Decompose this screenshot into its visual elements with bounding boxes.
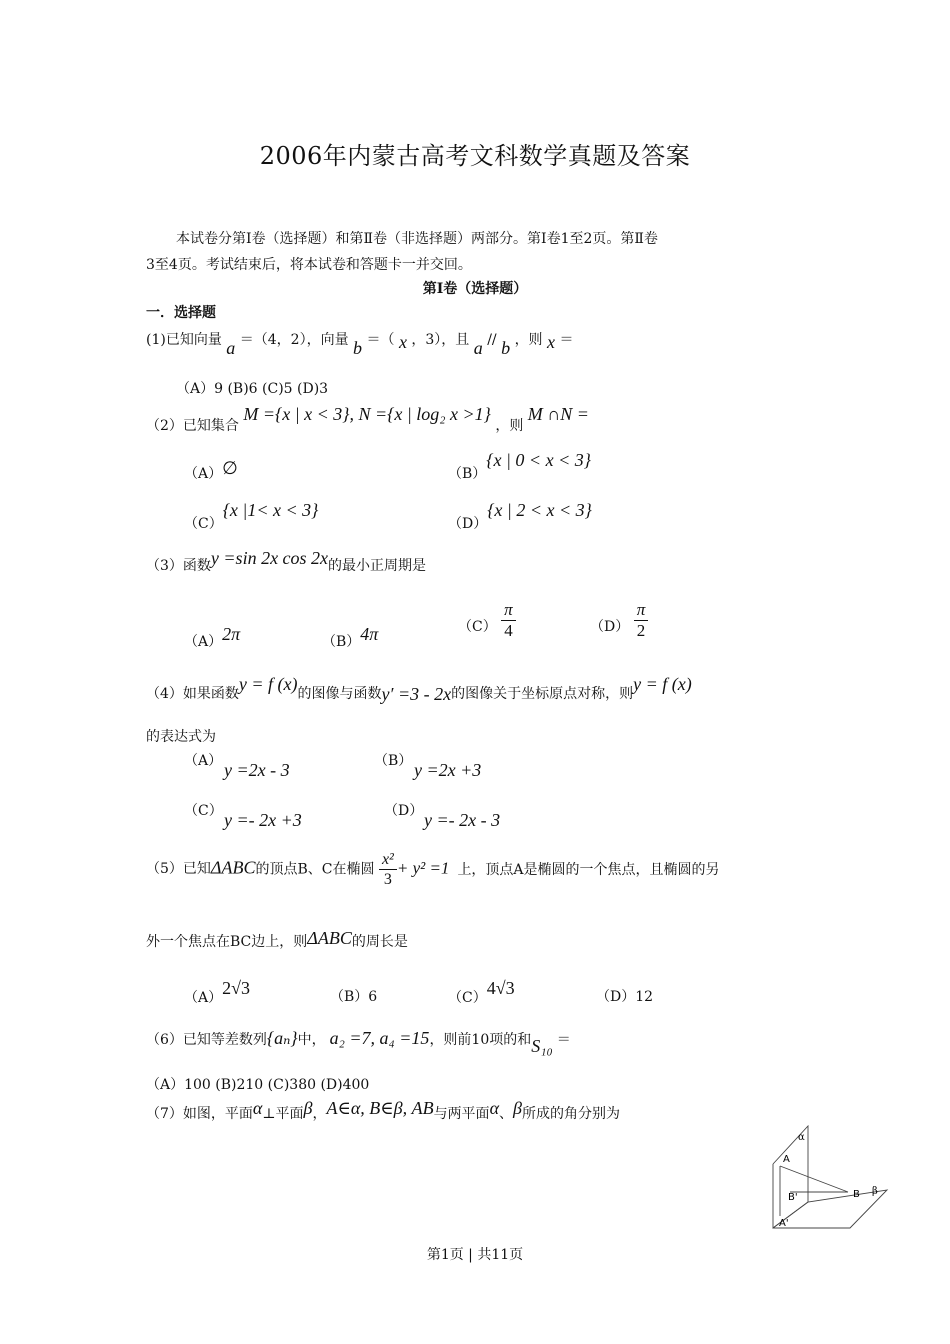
q4-option-a: y =2x - 3 [224,760,290,780]
q3-opt-b-value: 4π [360,624,379,644]
q4-option-d: y =- 2x - 3 [424,810,501,830]
q2-option-b [448,450,591,482]
q4-prefix: （4）如果函数 [146,686,239,702]
q3-func: y =sin 2x cos 2x [210,548,329,568]
q2-expr: M ∩N = [527,404,589,424]
q7-beta: β [303,1098,313,1118]
q4-mid1: 的图像与函数 [297,686,382,702]
vector-b: b [353,338,363,358]
q3-suffix: 的最小正周期是 [328,558,427,574]
var-x: x [398,332,407,352]
q5-prefix: （5）已知 [146,860,211,877]
q6-mid: 中， [297,1032,326,1048]
q6-prefix: （6）已知等差数列 [146,1032,267,1048]
q1-part4: ，则 [514,332,543,348]
q2-option-a [184,458,238,483]
q4-option-c-label: （C） [184,803,223,819]
q7-suffix: 与两平面 [433,1106,490,1122]
question-1 [146,328,574,358]
q2-opt-d-value: {x | 2 < x < 3} [487,500,592,520]
q3-opt-a-value: 2π [222,624,241,644]
q2-mid: ，则 [495,418,524,434]
vector-b-2: b [501,338,511,358]
q6-end: ＝ [556,1032,571,1048]
vector-a: a [226,338,236,358]
q3-opt-c-num: π [501,600,516,621]
q3-opt-c-label: （C） [458,618,497,635]
planes-figure [770,1120,890,1232]
page-footer: 第1页 | 共11页 [426,1247,524,1263]
q5-opt-a-value: 2√3 [222,978,251,998]
q5-line2 [146,928,408,949]
var-x-2: x [547,332,556,352]
q3-option-c [458,600,516,642]
q6-sequence: {aₙ} [266,1028,298,1048]
label-b: B [853,1189,860,1200]
q7-beta-2: β [513,1098,522,1118]
q7-perp: ⊥平面 [262,1106,304,1122]
question-6 [146,1028,571,1056]
q6-sum: S₁₀ [531,1036,553,1056]
q5-triangle-2: ΔABC [307,928,352,948]
label-a-prime: A' [779,1218,789,1229]
volume-heading: 第Ⅰ卷（选择题） [422,281,528,297]
q2-opt-b-label: （B） [448,466,487,482]
question-5 [146,850,720,889]
q5-frac-den: 3 [383,871,392,889]
q3-prefix: （3）函数 [146,558,211,574]
q6-suffix: ，则前10项的和 [429,1032,532,1048]
q1-part1: ＝（4，2），向量 [239,332,349,348]
q5-opt-c-label: （C） [448,990,487,1006]
q2-opt-c-value: {x |1< x < 3} [222,500,319,520]
q2-opt-a-value: ∅ [222,458,238,478]
q7-sep: 、 [499,1106,514,1122]
q1-part5: ＝ [559,332,574,348]
label-beta: β [872,1186,878,1197]
q3-opt-c-den: 4 [504,621,513,641]
q7-alpha: α [252,1098,263,1118]
q1-part2: ＝（ [366,332,395,348]
q5-triangle: ΔABC [210,857,256,878]
q5-frac-num: x² [379,850,397,870]
label-b-prime: B' [788,1192,798,1203]
page-title: 2006年内蒙古高考文科数学真题及答案 [259,142,691,170]
q2-prefix: （2）已知集合 [146,418,239,434]
q4-f3: y = f (x) [633,674,692,694]
q4-mid2: 的图像关于坐标原点对称，则 [451,686,634,702]
q7-condition: A∈α, B∈β, AB [326,1098,434,1118]
q2-opt-a-label: （A） [184,466,223,482]
q5-line2a: 外一个焦点在BC边上，则 [146,934,308,950]
q2-opt-b-value: {x | 0 < x < 3} [486,450,591,470]
q4-f1: y = f (x) [238,674,298,694]
q3-opt-d-den: 2 [636,621,646,641]
q1-prefix: (1)已知向量 [146,332,222,348]
q3-opt-d-label: （D） [590,618,630,635]
label-alpha: α [798,1132,805,1143]
q4-f2: y′ =3 - 2x [381,684,452,704]
parallel-symbol: // [487,332,497,348]
intro-line-2: 3至4页。考试结束后，将本试卷和答题卡一并交回。 [146,257,472,273]
q6-options: （A）100 (B)210 (C)380 (D)400 [146,1077,370,1093]
q2-opt-c-label: （C） [184,516,223,532]
q7-prefix: （7）如图，平面 [146,1106,253,1122]
q5-eq-rest: + y² =1 [396,858,450,878]
q5-option-c [448,978,515,1006]
q4-option-d-label: （D） [384,803,424,819]
q5-opt-a-label: （A） [184,990,223,1006]
q5-line2b: 的周长是 [351,934,408,950]
q5-mid: 的顶点B、C在椭圆 [255,861,375,878]
q3-option-d [590,600,648,642]
q4-option-b: y =2x +3 [414,760,482,780]
q4-option-b-label: （B） [374,753,413,769]
q5-option-d: （D）12 [596,989,654,1005]
q4-option-c: y =- 2x +3 [224,810,302,830]
q7-alpha-2: α [489,1098,500,1118]
q3-opt-a-label: （A） [184,634,223,650]
q2-option-d [448,500,592,532]
q5-option-b: （B）6 [330,989,378,1005]
q5-option-a [184,978,251,1006]
q5-suffix: 上，顶点A是椭圆的一个焦点，且椭圆的另 [457,861,720,878]
question-2 [146,404,589,434]
q3-option-a [184,624,241,650]
question-3 [146,548,427,574]
q3-opt-d-num: π [634,600,649,621]
q3-opt-b-label: （B） [322,634,361,650]
q6-condition: a₂ =7, a₄ =15 [329,1028,430,1048]
q2-option-c [184,500,319,532]
question-7 [146,1098,620,1122]
q2-sets: M ={x | x < 3}, N ={x | log₂ x >1} [243,404,491,424]
vector-a-2: a [473,338,483,358]
q7-comma: ， [312,1106,327,1122]
question-4 [146,674,692,704]
q4-line2: 的表达式为 [146,729,216,745]
q2-opt-d-label: （D） [448,516,488,532]
q5-opt-c-value: 4√3 [486,978,515,998]
section-heading: 一．选择题 [146,305,216,321]
segment-ab [780,1166,848,1192]
q7-end: 所成的角分别为 [521,1106,620,1122]
label-a: A [783,1154,790,1165]
q1-options: （A）9 (B)6 (C)5 (D)3 [176,381,329,397]
q1-part3: ，3），且 [411,332,470,348]
intro-line-1: 本试卷分第Ⅰ卷（选择题）和第Ⅱ卷（非选择题）两部分。第Ⅰ卷1至2页。第Ⅱ卷 [176,231,658,247]
q3-option-b [322,624,379,650]
q4-option-a-label: （A） [184,753,223,769]
